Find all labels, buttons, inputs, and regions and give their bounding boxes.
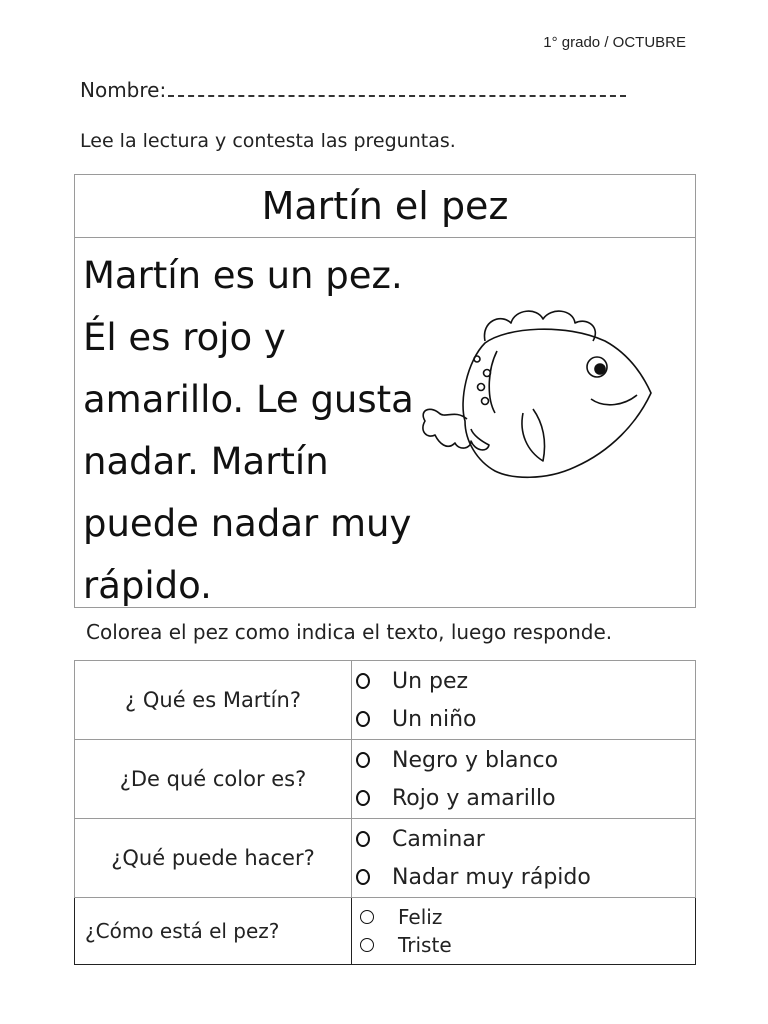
question-row bbox=[75, 661, 696, 740]
radio-circle-icon[interactable] bbox=[360, 938, 374, 952]
radio-circle-icon[interactable] bbox=[356, 831, 370, 847]
answer-options bbox=[352, 740, 696, 819]
reading-instruction: Lee la lectura y contesta las preguntas. bbox=[80, 130, 456, 152]
radio-circle-icon[interactable] bbox=[360, 910, 374, 924]
question-row bbox=[75, 898, 696, 965]
question-text: ¿De qué color es? bbox=[75, 740, 352, 819]
answer-option[interactable] bbox=[352, 741, 695, 779]
color-instruction: Colorea el pez como indica el texto, luego responde. bbox=[86, 620, 613, 644]
reading-box bbox=[74, 174, 696, 608]
reading-line: amarillo. Le gusta bbox=[83, 378, 414, 421]
option-label: Un niño bbox=[392, 706, 477, 732]
reading-title: Martín el pez bbox=[75, 175, 695, 238]
reading-line: Él es rojo y bbox=[83, 316, 286, 359]
reading-line: Martín es un pez. bbox=[83, 254, 403, 297]
answer-option[interactable] bbox=[352, 700, 695, 738]
reading-line: rápido. bbox=[83, 564, 212, 607]
reading-text bbox=[83, 245, 443, 617]
radio-circle-icon[interactable] bbox=[356, 673, 370, 689]
answer-option[interactable] bbox=[352, 662, 695, 700]
reading-line: puede nadar muy bbox=[83, 502, 412, 545]
option-label: Rojo y amarillo bbox=[392, 785, 556, 811]
question-row bbox=[75, 740, 696, 819]
answer-option[interactable] bbox=[352, 820, 695, 858]
option-label: Negro y blanco bbox=[392, 747, 559, 773]
question-text: ¿ Qué es Martín? bbox=[75, 661, 352, 740]
option-label: Feliz bbox=[398, 905, 443, 929]
answer-options bbox=[352, 819, 696, 898]
name-blank-line[interactable] bbox=[168, 83, 626, 97]
question-text: ¿Qué puede hacer? bbox=[75, 819, 352, 898]
question-text: ¿Cómo está el pez? bbox=[75, 898, 352, 965]
reading-line: nadar. Martín bbox=[83, 440, 329, 483]
quiz-table bbox=[74, 660, 696, 965]
option-label: Nadar muy rápido bbox=[392, 864, 591, 890]
radio-circle-icon[interactable] bbox=[356, 869, 370, 885]
question-row bbox=[75, 819, 696, 898]
answer-option[interactable] bbox=[352, 931, 695, 959]
radio-circle-icon[interactable] bbox=[356, 711, 370, 727]
answer-options bbox=[352, 661, 696, 740]
answer-option[interactable] bbox=[352, 779, 695, 817]
name-label: Nombre: bbox=[80, 78, 167, 102]
option-label: Un pez bbox=[392, 668, 469, 694]
name-field[interactable] bbox=[80, 78, 626, 102]
answer-option[interactable] bbox=[352, 903, 695, 931]
answer-options bbox=[352, 898, 696, 965]
radio-circle-icon[interactable] bbox=[356, 790, 370, 806]
option-label: Triste bbox=[398, 933, 452, 957]
option-label: Caminar bbox=[392, 826, 485, 852]
radio-circle-icon[interactable] bbox=[356, 752, 370, 768]
grade-month-header: 1° grado / OCTUBRE bbox=[543, 34, 686, 51]
answer-option[interactable] bbox=[352, 858, 695, 896]
fish-illustration[interactable] bbox=[415, 301, 660, 501]
